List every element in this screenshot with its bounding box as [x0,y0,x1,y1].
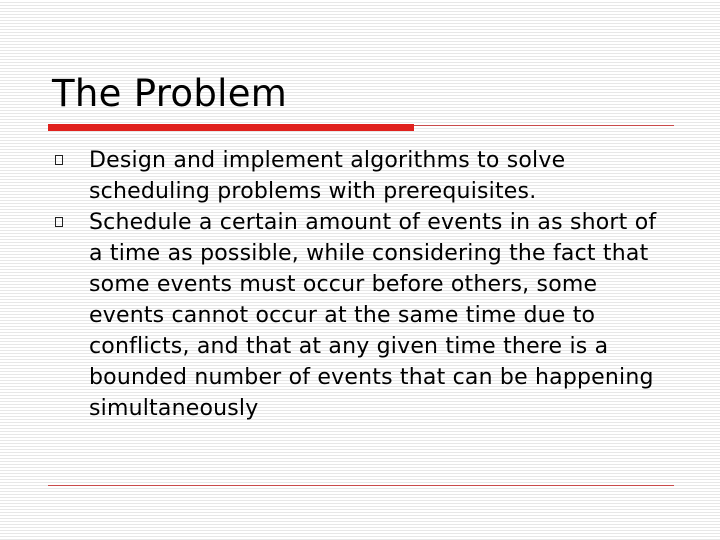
bullet-text: Design and implement algorithms to solve scheduling problems with prerequisites. [89,148,566,204]
bullet-list [52,145,672,424]
bullet-item [52,145,672,207]
hollow-square-icon [55,217,63,227]
bullet-text: Schedule a certain amount of events in as short of a time as possible, while considering the fact that some events must occur before others, some events cannot occur at the same time due to conflicts, and that at any given time there is a bounded number of events that can be happening simultaneously [89,210,657,421]
hollow-square-icon [55,155,63,165]
footer-rule [48,485,674,486]
bullet-item [52,207,672,424]
title-underline-accent [48,124,414,131]
slide-title: The Problem [52,72,288,115]
